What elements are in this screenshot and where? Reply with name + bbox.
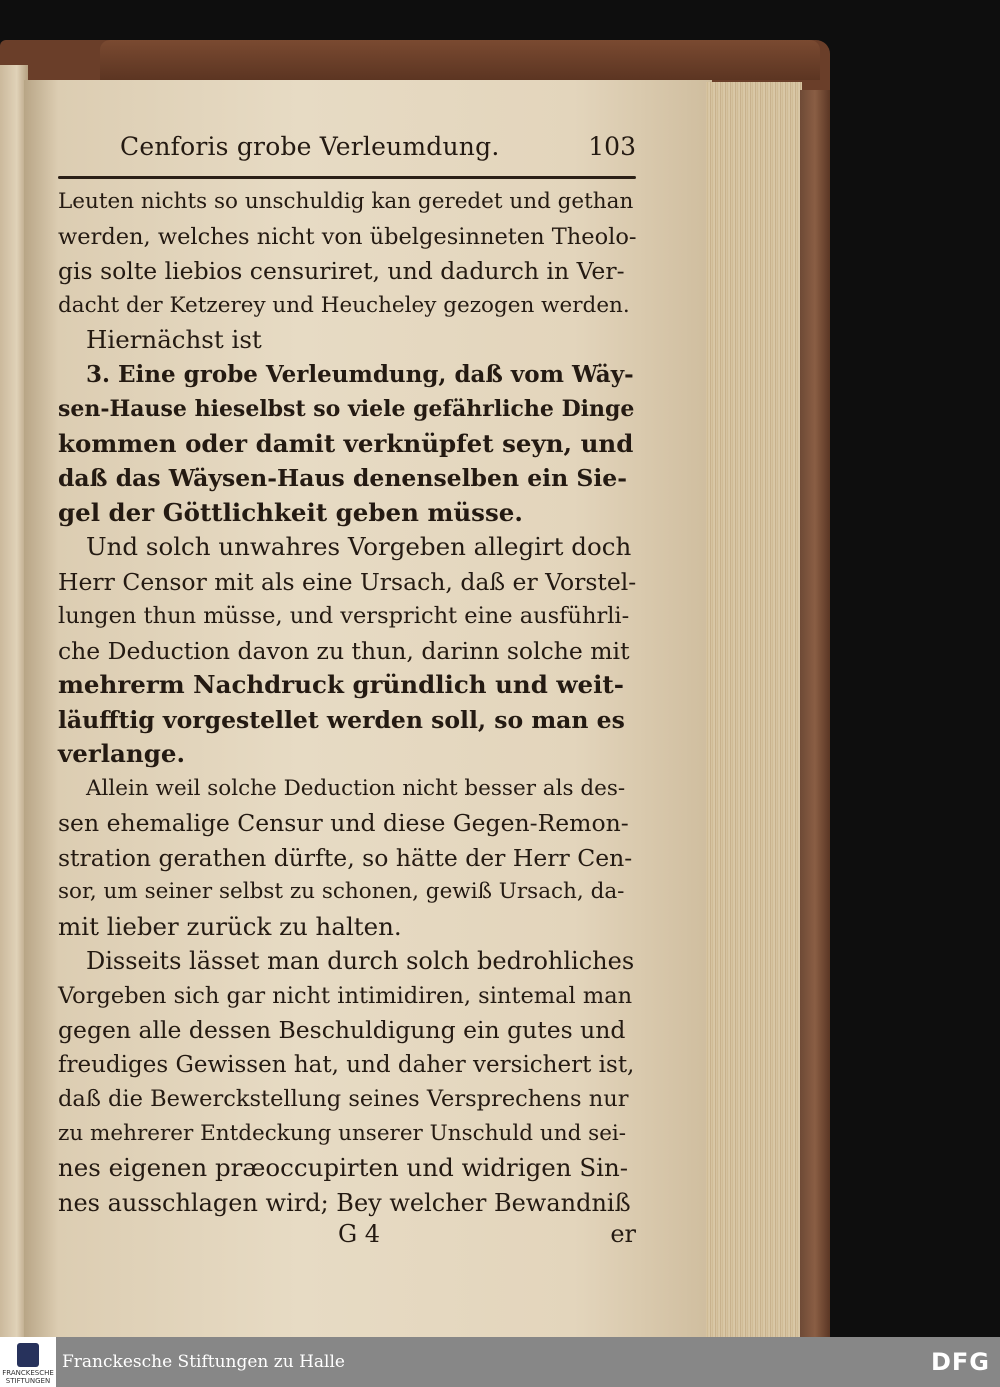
- signature-mark: G 4: [338, 1220, 381, 1248]
- text-line: gegen alle dessen Beschuldigung ein gutes und: [58, 1016, 626, 1044]
- text-line: sen-Hause hieselbst so viele gefährliche Dinge: [58, 396, 635, 422]
- header-rule: [58, 176, 636, 179]
- page-number: 103: [588, 132, 636, 161]
- text-line: nes eigenen præoccupirten und widrigen Sin-: [58, 1153, 629, 1182]
- text-line: sen ehemalige Censur und diese Gegen-Remon-: [58, 809, 629, 837]
- text-line: Hiernächst ist: [86, 325, 262, 354]
- cover-top-edge: [100, 40, 820, 80]
- text-line: gel der Göttlichkeit geben müsse.: [58, 497, 523, 527]
- text-line: 3. Eine grobe Verleumdung, daß vom Wäy-: [86, 360, 634, 388]
- page-text: [58, 132, 636, 1254]
- text-line: daß das Wäysen-Haus denenselben ein Sie-: [58, 464, 627, 492]
- running-header: [58, 132, 636, 172]
- text-line: stration gerathen dürfte, so hätte der Herr Cen-: [58, 843, 633, 872]
- text-line: Allein weil solche Deduction nicht besser als des-: [86, 775, 626, 801]
- page-block-edge: [706, 82, 802, 1337]
- running-title: Cenforis grobe Verleumdung.: [120, 132, 500, 161]
- text-line: mehrerm Nachdruck gründlich und weit-: [58, 670, 624, 699]
- text-line: sor, um seiner selbst zu schonen, gewiß Ursach, da-: [58, 879, 625, 904]
- dfg-logo[interactable]: DFG: [930, 1348, 990, 1376]
- text-line: Und solch unwahres Vorgeben allegirt doch: [86, 532, 632, 561]
- institution-name[interactable]: Franckesche Stiftungen zu Halle: [62, 1352, 345, 1372]
- catchword: er: [610, 1220, 636, 1248]
- text-line: verlange.: [58, 739, 185, 768]
- cover-right-edge: [800, 90, 830, 1337]
- text-line: che Deduction davon zu thun, darinn solche mit: [58, 636, 630, 665]
- text-line: nes ausschlagen wird; Bey welcher Bewandniß: [58, 1188, 631, 1217]
- text-line: freudiges Gewissen hat, und daher versichert ist,: [58, 1051, 635, 1078]
- text-line: kommen oder damit verknüpfet seyn, und: [58, 428, 634, 458]
- foundation-emblem-icon: [17, 1343, 39, 1367]
- text-line: gis solte liebios censuriret, und dadurch in Ver-: [58, 257, 625, 285]
- text-line: zu mehrerer Entdeckung unserer Unschuld und sei-: [58, 1120, 627, 1146]
- text-line: dacht der Ketzerey und Heucheley gezogen werden.: [58, 292, 630, 318]
- text-line: läufftig vorgestellet werden soll, so man es: [58, 705, 625, 734]
- logo-caption: FRANCKESCHE STIFTUNGEN: [2, 1369, 54, 1385]
- text-line: Herr Censor mit als eine Ursach, daß er Vorstel-: [58, 567, 637, 596]
- text-line: Leuten nichts so unschuldig kan geredet und gethan: [58, 189, 634, 214]
- viewer-footer-bar: [0, 1337, 1000, 1387]
- institution-logo[interactable]: [0, 1337, 56, 1387]
- text-line: daß die Bewerckstellung seines Versprechens nur: [58, 1086, 629, 1112]
- text-line: Vorgeben sich gar nicht intimidiren, sintemal man: [58, 982, 633, 1009]
- text-line: mit lieber zurück zu halten.: [58, 911, 402, 941]
- text-line: Disseits lässet man durch solch bedrohliches: [86, 947, 635, 975]
- page-footer: [58, 1220, 636, 1254]
- text-line: werden, welches nicht von übelgesinneten Theolo-: [58, 223, 637, 250]
- text-line: lungen thun müsse, und verspricht eine ausführli-: [58, 603, 630, 629]
